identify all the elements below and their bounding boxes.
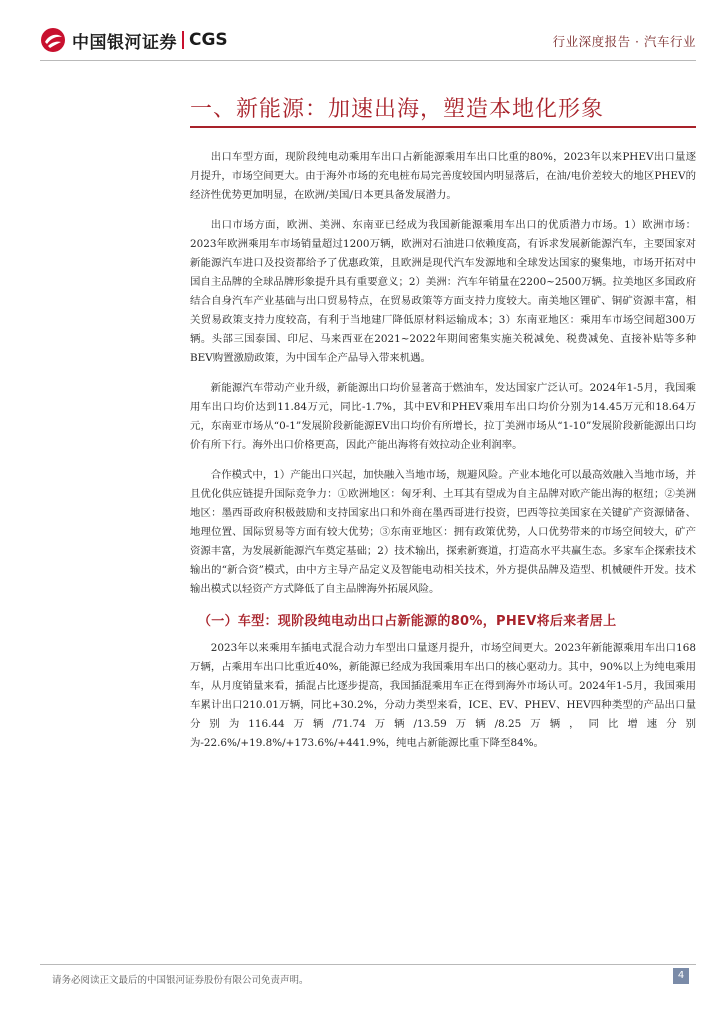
section-title-underline [190,126,696,128]
report-body [190,148,696,764]
logo-chinese-name: 中国银河证券 [72,32,177,53]
body-paragraph: 2023年以来乘用车插电式混合动力车型出口量逐月提升，市场空间更大。2023年新能源乘用车出口168万辆，占乘用车出口比重近40%，新能源已经成为我国乘用车出口的核心驱动力。其中，90%以上为纯电乘用车，从月度销量来看，插混占比逐步提高，我国插混乘用车正在得到海外市场认可。2024年1-5月，我国乘用车累计出口210.01万辆，同比+30.2%，分动力类型来看，ICE、EV、PHEV、HEV四种类型的产品出口量分别为116.44万辆/71.74万辆/13.59万辆/8.25万辆，同比增速分别为-22.6%/+19.8%/+173.6%/+441.9%，纯电占新能源比重下降至84%。 [190,642,696,749]
subsection-title: （一）车型：现阶段纯电动出口占新能源的80%，PHEV将后来者居上 [198,614,617,629]
body-paragraph: 新能源汽车带动产业升级，新能源出口均价显著高于燃油车，发达国家广泛认可。2024年1-5月，我国乘用车出口均价达到11.84万元，同比-1.7%，其中EV和PHEV乘用车出口均价分别为14.45万元和18.64万元，东南亚市场从“0-1”发展阶段新能源EV出口均价有所增长，拉丁美洲市场从“1-10”发展阶段新能源出口均价有所下行。海外出口价格更高，因此产能出海将有效拉动企业利润率。 [190,382,696,451]
logo-separator [182,31,184,49]
section-title: 一、新能源：加速出海，塑造本地化形象 [190,97,605,122]
body-paragraph: 出口车型方面，现阶段纯电动乘用车出口占新能源乘用车出口比重的80%，2023年以来PHEV出口量逐月提升，市场空间更大。由于海外市场的充电桩布局完善度较国内明显落后，在油/电价差较大的地区PHEV的经济性优势更加明显，在欧洲/美国/日本更具备发展潜力。 [190,151,696,201]
header-divider [40,60,696,61]
body-paragraph: 出口市场方面，欧洲、美洲、东南亚已经成为我国新能源乘用车出口的优质潜力市场。1）欧洲市场：2023年欧洲乘用车市场销量超过1200万辆，欧洲对石油进口依赖度高，有诉求发展新能源汽车，主要国家对新能源汽车进口及投资都给予了优惠政策，且欧洲是现代汽车发源地和全球发达国家的聚集地，市场开拓对中国自主品牌的全球品牌形象提升具有重要意义；2）美洲：汽车年销量在2200~2500万辆。拉美地区多国政府结合自身汽车产业基础与出口贸易特点，在贸易政策等方面支持力度较大。南美地区锂矿、铜矿资源丰富，相关贸易政策支持力度较高，有利于当地建厂降低原材料运输成本；3）东南亚地区：乘用车市场空间超300万辆。头部三国泰国、印尼、马来西亚在2021~2022年期间密集实施关税减免、税费减免、直接补贴等多种BEV购置激励政策，为中国车企产品导入带来机遇。 [190,219,696,364]
company-logo [40,26,228,54]
page-number: 4 [673,968,689,984]
galaxy-logo-icon [40,27,66,53]
logo-english-name: CGS [189,30,228,50]
body-paragraph: 合作模式中，1）产能出口兴起，加快融入当地市场，规避风险。产业本地化可以最高效融入当地市场，并且优化供应链提升国际竞争力：①欧洲地区：匈牙利、土耳其有望成为自主品牌对欧产能出海的枢纽；②美洲地区：墨西哥政府积极鼓励和支持国家出口和外商在墨西哥进行投资，巴西等拉美国家在关键矿产资源储备、地理位置、国际贸易等方面有较大优势；③东南亚地区：拥有政策优势，人口优势带来的市场空间较大，矿产资源丰富，为发展新能源汽车奠定基础；2）技术输出，探索新赛道，打造高水平共赢生态。多家车企探索技术输出的“新合资”模式，由中方主导产品定义及智能电动相关技术，外方提供品牌及造型、机械硬件开发。技术输出模式以轻资产方式降低了自主品牌海外拓展风险。 [190,469,696,595]
footer-disclaimer: 请务必阅读正文最后的中国银河证券股份有限公司免责声明。 [52,975,309,986]
page-header [0,0,724,70]
footer-divider [40,964,696,965]
report-type-label: 行业深度报告 · 汽车行业 [552,34,696,49]
